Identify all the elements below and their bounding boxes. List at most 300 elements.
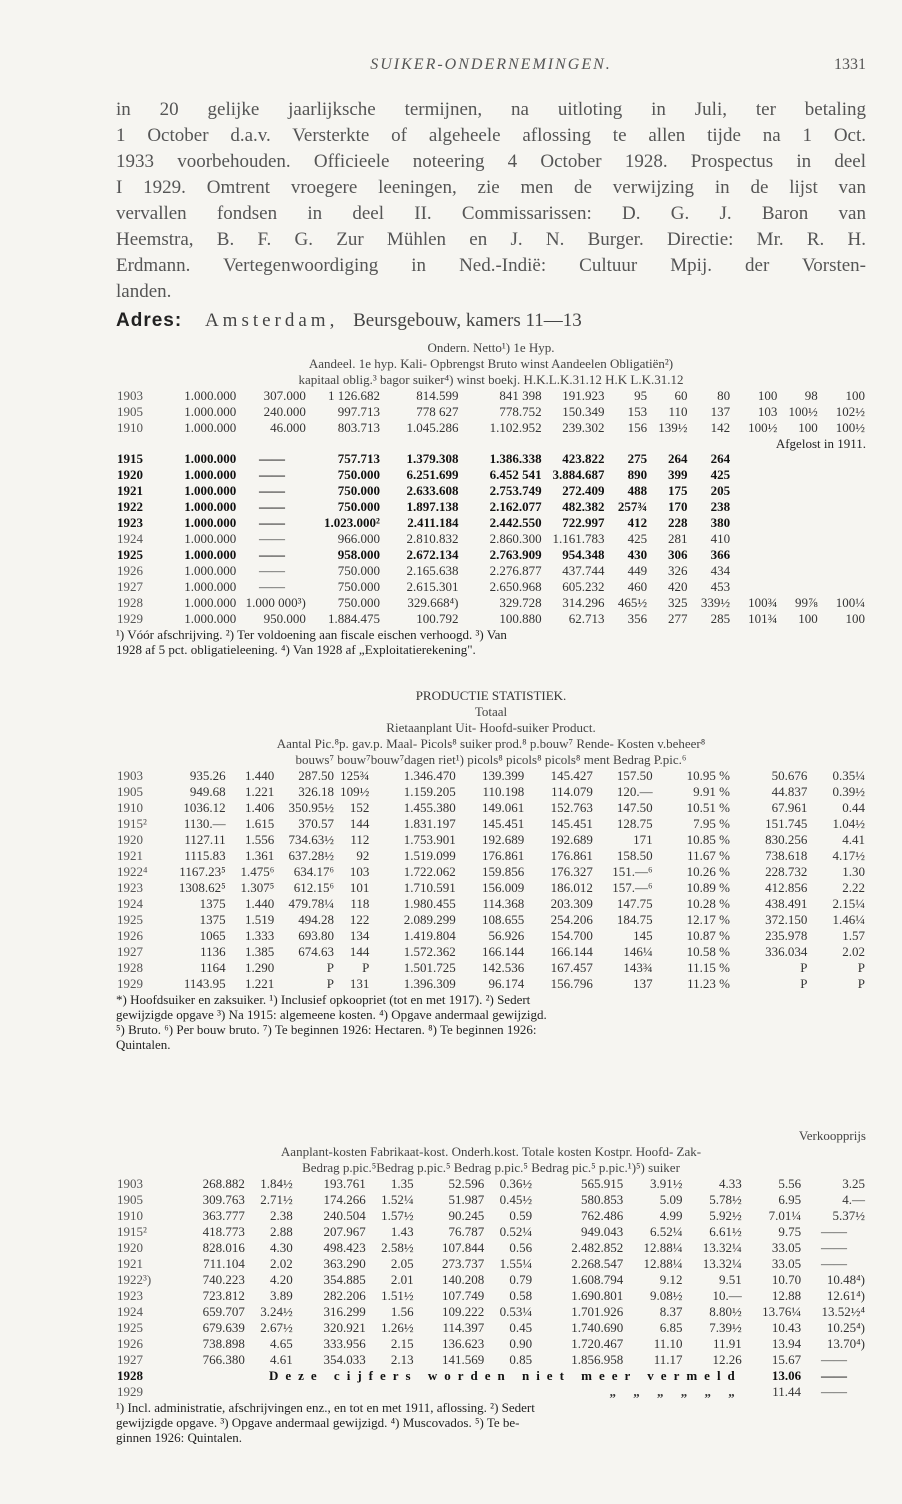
row-cell: 257¾ — [617, 499, 648, 514]
row-cell: 95 — [634, 388, 648, 403]
row-cell: 950.000 — [263, 611, 306, 626]
row-cell: 738.618 — [765, 848, 808, 863]
row-cell: 1.023.000² — [324, 515, 380, 530]
row-cell: 679.639 — [202, 1320, 245, 1335]
intro-line: in 20 gelijke jaarlijksche termijnen, na uitloting in Juli, ter betaling — [116, 99, 866, 120]
row-cell: 118 — [350, 896, 370, 911]
row-cell: 333.956 — [323, 1336, 366, 1351]
row-cell: 738.898 — [202, 1336, 245, 1351]
row-year: 1910 — [117, 420, 143, 435]
row-cell: 141.569 — [441, 1352, 485, 1367]
row-year: 1915² — [117, 1224, 147, 1239]
row-cell: 2.411.184 — [407, 515, 459, 530]
row-cell: 1.000.000 — [184, 388, 237, 403]
table-row — [116, 451, 866, 467]
row-cell: 565.915 — [581, 1176, 624, 1191]
row-cell: 1130.— — [183, 816, 226, 831]
row-cell: 430 — [627, 547, 648, 562]
row-cell: 316.299 — [323, 1304, 366, 1319]
row-cell: 1.572.362 — [403, 944, 456, 959]
row-cell: 10.48⁴) — [826, 1272, 865, 1287]
row-cell: 2.753.749 — [489, 483, 542, 498]
row-cell: 9.75 — [778, 1224, 802, 1239]
table-row — [116, 944, 866, 960]
footnote: 1928 af 5 pct. obligatieleening. ⁴) Van 1928 af „Exploitatierekening". — [116, 642, 476, 657]
row-year: 1905 — [117, 404, 143, 419]
row-cell: —— — [259, 547, 286, 562]
row-cell: 128.75 — [616, 816, 653, 831]
row-cell: 103 — [757, 404, 778, 419]
row-cell: 2.71½ — [260, 1192, 293, 1207]
row-cell: 120.— — [616, 784, 653, 799]
row-cell: 1.980.455 — [403, 896, 456, 911]
row-cell: 175 — [668, 483, 688, 498]
row-cell: —— — [259, 483, 286, 498]
row-cell: 958.000 — [337, 547, 380, 562]
row-year: 1910 — [117, 1208, 143, 1223]
row-year: 1903 — [117, 768, 143, 783]
row-year: 1903 — [117, 1176, 143, 1191]
row-cell: 139.399 — [482, 768, 525, 783]
row-cell: 56.926 — [488, 928, 525, 943]
row-cell: 174.266 — [323, 1192, 366, 1207]
row-year: 1929 — [117, 611, 143, 626]
row-cell: 1.290 — [245, 960, 275, 975]
row-year: 1905 — [117, 1192, 143, 1207]
row-cell: 131 — [349, 976, 370, 991]
row-cell: 90.245 — [448, 1208, 485, 1223]
row-cell: 122 — [349, 912, 370, 927]
row-cell: —— — [821, 1256, 848, 1271]
row-cell: P — [857, 960, 865, 975]
row-cell: 1.52¼ — [381, 1192, 414, 1207]
row-cell: 100 — [798, 420, 818, 435]
row-year: 1927 — [117, 579, 143, 594]
row-cell: 2.633.608 — [406, 483, 459, 498]
row-cell: 1164 — [200, 960, 226, 975]
table-row — [116, 800, 866, 816]
row-cell: 5.37½ — [832, 1208, 865, 1223]
row-cell — [731, 579, 778, 595]
row-cell: 1.000.000 — [184, 404, 237, 419]
table-row — [116, 1304, 866, 1320]
row-cell: 4.33 — [719, 1176, 742, 1191]
row-cell: 0.85 — [509, 1352, 533, 1367]
row-cell: 1.000.000 — [184, 531, 237, 546]
row-cell: 830.256 — [765, 832, 808, 847]
row-cell: 10.— — [712, 1288, 742, 1303]
row-cell: 10.95 % — [686, 768, 730, 783]
row-cell: 158.50 — [616, 848, 653, 863]
row-cell: 1.56 — [390, 1304, 414, 1319]
row-cell: 157.—⁶ — [612, 880, 653, 895]
table-row — [116, 1208, 866, 1224]
table-body-2 — [116, 451, 866, 627]
row-cell: 10.43 — [771, 1320, 802, 1335]
row-cell: 98 — [804, 388, 818, 403]
table-row — [116, 912, 866, 928]
row-cell: 102½ — [835, 404, 865, 419]
row-cell: 13.32¼ — [702, 1256, 742, 1271]
row-cell: 740.223 — [202, 1272, 245, 1287]
table-row — [116, 515, 866, 531]
address-place: Beursgebouw, kamers 11—13 — [353, 310, 582, 331]
row-cell — [778, 451, 818, 467]
row-cell — [778, 483, 818, 499]
row-year: 1923 — [117, 880, 143, 895]
row-cell: 2.162.077 — [489, 499, 542, 514]
row-cell: 6.61½ — [709, 1224, 742, 1239]
header-line: Ondern. Netto¹) 1e Hyp. — [427, 340, 555, 355]
row-cell: 101 — [349, 880, 370, 895]
row-year: 1922³) — [117, 1272, 152, 1287]
row-cell: 11.17 — [653, 1352, 683, 1367]
row-cell: 1.361 — [245, 848, 275, 863]
table-row — [116, 420, 866, 436]
row-cell: 4.— — [842, 1192, 865, 1207]
row-cell: 140.208 — [441, 1272, 485, 1287]
row-cell: 1.000.000 — [184, 579, 237, 594]
row-cell: 2.482.852 — [571, 1240, 624, 1255]
row-cell: 465½ — [617, 595, 648, 610]
row-cell: —— — [259, 579, 286, 594]
address-city: Amsterdam, — [204, 310, 339, 331]
row-cell: 2.15 — [390, 1336, 414, 1351]
row-cell: 10.70 — [771, 1272, 802, 1287]
row-cell: 12.88¼ — [643, 1240, 683, 1255]
row-cell: 101¾ — [748, 611, 778, 626]
row-cell: —— — [821, 1384, 848, 1399]
row-cell: 1.000.000 — [184, 563, 237, 578]
row-cell: 13.52½⁴ — [821, 1304, 865, 1319]
row-cell: 99⅞ — [794, 595, 818, 610]
row-cell: 268.882 — [202, 1176, 245, 1191]
row-cell: 1.045.286 — [406, 420, 459, 435]
row-cell: 1143.95 — [183, 976, 226, 991]
row-cell: 1.57 — [842, 928, 865, 943]
row-year: 1915² — [117, 816, 147, 831]
row-cell: 1.556 — [245, 832, 275, 847]
table-row — [116, 1256, 866, 1272]
table-row — [116, 1320, 866, 1336]
row-cell: 2.58½ — [381, 1240, 414, 1255]
table-body — [116, 388, 866, 436]
row-cell: 949.043 — [581, 1224, 624, 1239]
row-cell: 2.13 — [390, 1352, 414, 1367]
table-row — [116, 896, 866, 912]
row-note: „ „ „ „ „ „ — [609, 1384, 742, 1399]
row-cell: 11.15 % — [687, 960, 730, 975]
table-row — [116, 1352, 866, 1368]
row-cell: 149.061 — [482, 800, 525, 815]
row-cell: 157.50 — [616, 768, 653, 783]
row-cell: 62.713 — [568, 611, 605, 626]
row-cell: P — [362, 960, 370, 975]
row-cell: 1.386.338 — [489, 451, 542, 466]
row-cell: 264 — [668, 451, 688, 466]
row-cell: —— — [259, 563, 286, 578]
row-cell: 264 — [710, 451, 731, 466]
row-cell: 10.89 % — [686, 880, 730, 895]
table-row — [116, 388, 866, 404]
row-cell: 0.52¼ — [499, 1224, 533, 1239]
row-cell: 147.75 — [616, 896, 653, 911]
row-cell — [819, 483, 866, 499]
row-cell: 0.35¼ — [832, 768, 865, 783]
row-cell: 711.104 — [203, 1256, 245, 1271]
table-row — [116, 483, 866, 499]
row-cell: 10.25⁴) — [826, 1320, 865, 1335]
row-year: 1924 — [117, 531, 143, 546]
row-cell: 145.451 — [482, 816, 525, 831]
row-cell: 7.39½ — [709, 1320, 742, 1335]
row-cell: 6.95 — [778, 1192, 802, 1207]
row-cell: 96.174 — [488, 976, 525, 991]
row-cell: 1.55¼ — [499, 1256, 533, 1271]
row-cell: 207.967 — [323, 1224, 366, 1239]
row-year: 1921 — [117, 1256, 143, 1271]
row-year: 1925 — [117, 912, 143, 927]
row-year: 1923 — [117, 515, 143, 530]
row-cell: 92 — [356, 848, 370, 863]
row-cell: 412 — [627, 515, 648, 530]
row-cell: 100½ — [835, 420, 865, 435]
row-cell: 1.000.000 — [184, 547, 237, 562]
row-cell: 5.09 — [659, 1192, 683, 1207]
row-cell: 3.91½ — [650, 1176, 683, 1191]
row-year: 1920 — [117, 832, 143, 847]
row-cell: 52.596 — [448, 1176, 485, 1191]
intro-line: landen. — [116, 281, 172, 302]
row-cell: 434 — [710, 563, 731, 578]
row-cell: 145 — [633, 928, 653, 943]
row-cell — [778, 499, 818, 515]
row-cell: 192.689 — [482, 832, 525, 847]
row-cell: 112 — [350, 832, 370, 847]
table-header — [116, 704, 866, 768]
table-row — [116, 832, 866, 848]
row-cell: 152 — [349, 800, 370, 815]
footnote: ginnen 1926: Quintalen. — [116, 1430, 243, 1445]
row-cell: 139½ — [658, 420, 688, 435]
row-cell: 2.165.638 — [406, 563, 459, 578]
row-cell: 479.78¼ — [288, 896, 335, 911]
row-cell: 100.880 — [499, 611, 542, 626]
row-cell: 13.32¼ — [702, 1240, 742, 1255]
header-line: Aandeel. 1e hyp. Kali- Opbrengst Bruto winst Aandeelen Obligatiën²) — [308, 356, 674, 371]
row-cell: 449 — [627, 563, 648, 578]
row-year: 1928 — [117, 595, 143, 610]
row-cell — [731, 531, 778, 547]
row-cell: 1375 — [199, 896, 226, 911]
row-cell: 326 — [668, 563, 688, 578]
row-cell — [778, 467, 818, 483]
row-cell: P — [326, 960, 335, 975]
page-number: 1331 — [834, 56, 866, 73]
row-cell: 1.690.801 — [571, 1288, 624, 1303]
intro-paragraph — [116, 97, 866, 305]
row-cell: 13.76¼ — [762, 1304, 802, 1319]
row-cell: 482.382 — [562, 499, 605, 514]
row-cell: 136.623 — [441, 1336, 485, 1351]
row-year: 1922⁴ — [117, 864, 148, 879]
row-cell: 156 — [627, 420, 648, 435]
row-cell: 2.276.877 — [489, 563, 542, 578]
row-cell: 637.28½ — [288, 848, 335, 863]
row-cell: 11.91 — [713, 1336, 742, 1351]
row-year: 1923 — [117, 1288, 143, 1303]
row-cell: 6.52¼ — [650, 1224, 683, 1239]
row-cell: 15.67 — [771, 1352, 802, 1367]
row-cell: 354.885 — [323, 1272, 366, 1287]
row-cell: 1.000.000 — [184, 467, 237, 482]
row-cell: 2.442.550 — [489, 515, 542, 530]
row-cell: 60 — [674, 388, 688, 403]
row-cell: 3.884.687 — [552, 467, 605, 482]
row-cell: —— — [259, 531, 286, 546]
row-cell: 6.85 — [659, 1320, 683, 1335]
intro-line: Erdmann. Vertegenwoordiging in Ned.-Indië: Cultuur Mpij. der Vorsten- — [116, 255, 866, 276]
table-row — [116, 1288, 866, 1304]
row-cell: 282.206 — [323, 1288, 366, 1303]
row-cell: 7.95 % — [693, 816, 730, 831]
row-cell: 814.599 — [416, 388, 459, 403]
table-row — [116, 1176, 866, 1192]
row-cell: 1308.62⁵ — [178, 880, 226, 895]
row-cell: 1.720.467 — [571, 1336, 624, 1351]
row-cell: 2.02 — [842, 944, 865, 959]
row-cell: 5.56 — [778, 1176, 802, 1191]
header-line: Aanplant-kosten Fabrikaat-kost. Onderh.kost. Totale kosten Kostpr. Hoofd- Zak- — [280, 1144, 702, 1159]
row-cell: 778.752 — [499, 404, 542, 419]
row-cell: 184.75 — [616, 912, 653, 927]
row-cell: 156.009 — [482, 880, 525, 895]
row-cell: 100 — [845, 388, 865, 403]
row-cell: P — [800, 960, 808, 975]
row-cell: 1.46¼ — [832, 912, 865, 927]
row-cell: 152.763 — [550, 800, 593, 815]
row-cell: 12.61⁴) — [826, 1288, 865, 1303]
row-year: 1925 — [117, 547, 143, 562]
row-cell: 0.59 — [509, 1208, 533, 1223]
row-cell: —— — [259, 499, 286, 514]
row-cell: 191.923 — [562, 388, 605, 403]
row-cell: 399 — [668, 467, 688, 482]
row-year: 1928 — [117, 960, 143, 975]
row-cell: 2.089.299 — [403, 912, 456, 927]
row-cell: 757.713 — [337, 451, 380, 466]
row-cell: 693.80 — [298, 928, 335, 943]
header-line: Verkoopprijs — [798, 1128, 866, 1143]
row-cell: 12.88¼ — [643, 1256, 683, 1271]
row-cell: 674.63 — [298, 944, 335, 959]
table-row — [116, 547, 866, 563]
row-cell: —— — [821, 1352, 848, 1367]
row-cell: 750.000 — [337, 467, 380, 482]
table-row — [116, 499, 866, 515]
row-cell: 3.25 — [842, 1176, 865, 1191]
row-cell: 453 — [710, 579, 731, 594]
row-cell: 1.307⁵ — [240, 880, 275, 895]
row-cell: 605.232 — [562, 579, 605, 594]
table-header — [116, 1128, 866, 1176]
table-row — [116, 404, 866, 420]
row-cell: 151.—⁶ — [612, 864, 653, 879]
table-row — [116, 976, 866, 992]
footnote: ¹) Vóór afschrijving. ²) Ter voldoening aan fiscale eischen verhoogd. ³) Van — [116, 627, 507, 642]
row-cell: 167.457 — [550, 960, 593, 975]
intro-line: 1933 voorbehouden. Officieele noteering 4 October 1928. Prospectus in deel — [116, 151, 866, 172]
row-cell: 356 — [627, 611, 648, 626]
row-cell: 4.20 — [270, 1272, 293, 1287]
row-cell — [819, 515, 866, 531]
row-cell: 1.475⁶ — [240, 864, 275, 879]
row-cell: 659.707 — [202, 1304, 245, 1319]
row-cell: 273.737 — [441, 1256, 485, 1271]
row-cell: —— — [259, 467, 286, 482]
row-cell: 0.44 — [842, 800, 865, 815]
table-body — [116, 1176, 866, 1400]
row-cell: 4.41 — [842, 832, 865, 847]
row-cell: 170 — [668, 499, 688, 514]
row-cell: 107.844 — [441, 1240, 485, 1255]
row-cell: 240.504 — [323, 1208, 366, 1223]
row-cell: 0.56 — [509, 1240, 533, 1255]
row-cell: 110 — [668, 404, 688, 419]
address-line — [116, 310, 866, 332]
page-header — [116, 56, 866, 80]
row-cell: 100 — [798, 611, 818, 626]
row-cell: 1.000.000 — [184, 483, 237, 498]
row-cell — [819, 499, 866, 515]
row-cell: 114.079 — [551, 784, 593, 799]
row-cell: 147.50 — [616, 800, 653, 815]
row-cell — [819, 467, 866, 483]
header-line: bouws⁷ bouw⁷bouw⁷dagen riet¹) picols⁸ picols⁸ picols⁸ ment Bedrag P.pic.⁶ — [295, 752, 687, 767]
footnote: Quintalen. — [116, 1037, 171, 1052]
row-cell: 420 — [668, 579, 688, 594]
table-title: PRODUCTIE STATISTIEK. — [415, 688, 567, 703]
row-cell: 33.05 — [771, 1240, 802, 1255]
row-cell: 0.39½ — [832, 784, 865, 799]
footnote: *) Hoofdsuiker en zaksuiker. ¹) Inclusief opkoopriet (tot en met 1917). ²) Sedert — [116, 992, 531, 1007]
row-cell: 10.85 % — [686, 832, 730, 847]
table-row — [116, 784, 866, 800]
row-cell: 1.43 — [390, 1224, 414, 1239]
row-cell: 109½ — [340, 784, 370, 799]
header-line: kapitaal oblig.³ bagor suiker⁴) winst boekj. H.K.L.K.31.12 H.K L.K.31.12 — [298, 372, 684, 387]
table-row — [116, 864, 866, 880]
row-cell: 254.206 — [550, 912, 593, 927]
row-cell: 966.000 — [337, 531, 380, 546]
row-cell: 1.000.000 — [184, 611, 237, 626]
row-cell — [819, 579, 866, 595]
header-line: Bedrag p.pic.⁵Bedrag p.pic.⁵ Bedrag p.pic.⁵ Bedrag pic.⁵ p.pic.¹)⁵) suiker — [302, 1160, 680, 1175]
row-cell: 4.17½ — [832, 848, 865, 863]
row-year: 1924 — [117, 896, 143, 911]
row-year: 1921 — [117, 848, 143, 863]
row-cell: 1.740.690 — [571, 1320, 624, 1335]
row-cell: 1.346.470 — [403, 768, 456, 783]
row-cell: 281 — [668, 531, 688, 546]
row-year: 1905 — [117, 784, 143, 799]
row-cell: 100.792 — [416, 611, 459, 626]
row-cell: 9.91 % — [693, 784, 730, 799]
row-cell: 306 — [668, 547, 688, 562]
row-cell — [778, 547, 818, 563]
row-cell: 410 — [710, 531, 731, 546]
row-cell: 828.016 — [202, 1240, 245, 1255]
